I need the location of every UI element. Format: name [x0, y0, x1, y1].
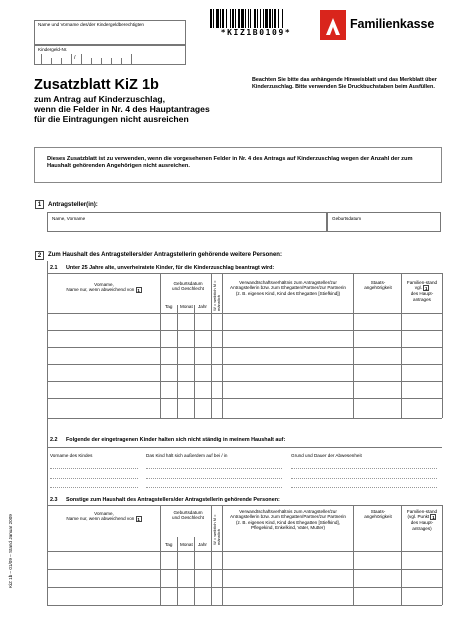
section2-2-title: Folgende der eingetragenen Kinder halten sich nicht ständig in meinem Haushalt auf: [66, 437, 286, 443]
section1-birth-field[interactable] [327, 212, 441, 232]
others-col-nat: Staats-angehörigkeit [364, 509, 392, 520]
kindergeld-nr-boxes [41, 54, 181, 64]
others-col-name [49, 511, 159, 522]
section1-name-label: Name, Vorname [52, 216, 86, 221]
section2-2-label: 2.2 [50, 437, 58, 443]
children-col-monat: Monat [180, 304, 193, 309]
children-col-name-2: Name nur, wenn abweichend von [66, 287, 135, 293]
section2-title: Zum Haushalt des Antragstellers/der Antragstellerin gehörende weitere Personen: [48, 252, 282, 258]
applicant-name-field[interactable] [34, 20, 186, 45]
others-col-name-2: Name nur, wenn abweichend von [66, 516, 135, 522]
others-col-birth: Geburtsdatum und Geschlecht [172, 510, 204, 521]
children-col-fam-2: vgl. [414, 285, 422, 291]
children-col-fam-1: Familien-stand [406, 280, 438, 285]
agency-logo-icon [320, 10, 346, 40]
others-col-jahr: Jahr [198, 542, 207, 547]
children-col-birth: Geburtsdatum und Geschlecht [172, 281, 204, 292]
form-note: Beachten Sie bitte das anhängende Hinweisblatt und das Merkblatt über Kinderzuschlag. Bitte verwenden Sie Druckbuchstaben beim Ausfüllen. [252, 77, 437, 90]
others-col-fam [403, 509, 441, 531]
children-col-name [49, 282, 159, 293]
absence-col-first: Vorname des Kindes [50, 453, 93, 458]
others-col-sex: W = weiblich M = männlich [212, 514, 222, 545]
children-col-name-1: Vorname, [94, 282, 114, 287]
children-col-name-ref: 1 [137, 287, 140, 293]
others-col-fam-3: des Haupt-antrages) [410, 520, 434, 531]
children-col-tag: Tag [165, 304, 173, 309]
section2-3-label: 2.3 [50, 497, 58, 503]
form-subtitle-2: wenn die Felder in Nr. 4 des Hauptantrages [34, 104, 210, 114]
children-col-fam-ref: 1 [424, 285, 428, 291]
others-col-fam-1: Familien-stand [406, 509, 438, 514]
others-col-rel: Verwandtschaftsverhältnis zum Antragsteller/zur Antragstellerin bzw. zum Ehegatten/Partner/zur Partnerin (z. B. eigenes Kind, Kind des Ehegatten [Stiefkind], Pflegekind, Enkelkind, Vater, Mutter) [230, 509, 346, 531]
applicant-name-label: Name und Vorname des/der Kindergeldberechtigten [38, 22, 144, 27]
form-subtitle-3: für die Eintragungen nicht ausreichen [34, 114, 189, 124]
brand-name: Familienkasse [350, 17, 435, 31]
children-col-fam-3: des Haupt-antrages [410, 291, 434, 302]
form-subtitle-1: zum Antrag auf Kinderzuschlag, [34, 94, 165, 104]
children-col-fam [403, 280, 441, 302]
kindergeld-nr-field[interactable] [34, 45, 186, 65]
section1-name-field[interactable] [47, 212, 327, 232]
section2-1-title: Unter 25 Jahre alte, unverheiratete Kinder, für die Kinderzuschlag beantragt wird: [66, 265, 275, 271]
section2-3-title: Sonstige zum Haushalt des Antragstellers/der Antragstellerin gehörende Personen: [66, 497, 280, 503]
barcode-bars [210, 9, 302, 28]
intro-box [34, 147, 442, 183]
children-col-sex: W = weiblich M = männlich [212, 280, 222, 311]
section2-1-label: 2.1 [50, 265, 58, 271]
section1-birth-label: Geburtsdatum [332, 216, 362, 221]
kindergeld-nr-slash: / [74, 55, 76, 61]
children-col-jahr: Jahr [198, 304, 207, 309]
intro-text: Dieses Zusatzblatt ist zu verwenden, wenn die vorgesehenen Felder in Nr. 4 des Antrags auf Kinderzuschlag wegen der Anzahl der zum Haushalt gehörenden Angehörigen nicht ausreichen. [47, 156, 413, 169]
section1-title: Antragsteller(in): [48, 201, 98, 208]
others-col-name-ref: 1 [137, 516, 140, 522]
section1-number: 1 [35, 200, 44, 209]
others-col-fam-ref: 1 [432, 514, 435, 520]
section2-number: 2 [35, 251, 44, 260]
familienkasse-logo [320, 10, 444, 46]
children-col-rel: Verwandtschaftsverhältnis zum Antragsteller/zur Antragstellerin bzw. zum Ehegatten/Partner/zur Partnerin (z. B. eigenes Kind, Kind des Ehegatten [Stiefkind]) [230, 280, 346, 296]
children-col-nat: Staats-angehörigkeit [364, 280, 392, 291]
absence-col-where: Das Kind hält sich außerdem auf bei / in [146, 453, 228, 458]
others-col-fam-2: (vgl. Punkt [407, 514, 430, 520]
others-col-name-1: Vorname, [94, 511, 114, 516]
barcode [210, 9, 302, 28]
kindergeld-nr-label: Kindergeld-Nr. [38, 47, 68, 52]
others-table [47, 505, 442, 605]
others-col-monat: Monat [180, 542, 193, 547]
absence-rows-extra [47, 481, 442, 491]
barcode-text: *KIZ1B0109* [220, 28, 292, 37]
others-col-tag: Tag [165, 542, 173, 547]
form-version-side-text: KiZ 1b – 01/09 – Stand Januar 2009 [8, 514, 13, 588]
absence-col-reason: Grund und Dauer der Abwesenheit [291, 453, 362, 458]
form-title: Zusatzblatt KiZ 1b [34, 77, 159, 93]
absence-table [47, 447, 442, 481]
children-table [47, 273, 442, 418]
